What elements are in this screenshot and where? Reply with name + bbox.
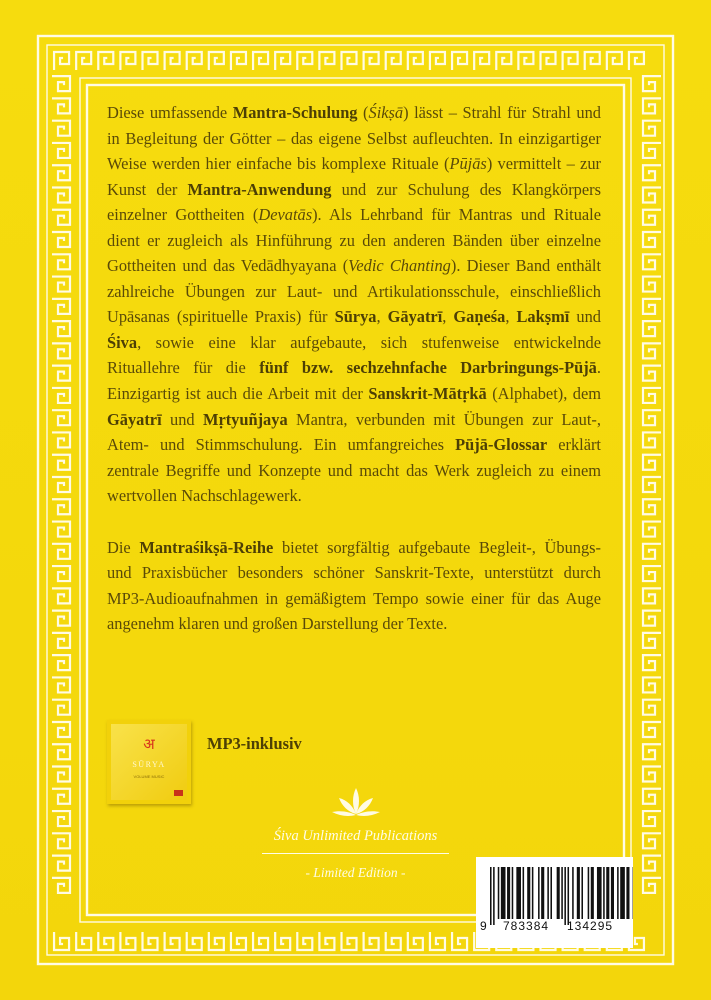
cd-devanagari-glyph: अ <box>143 735 155 753</box>
publisher-divider <box>262 853 449 854</box>
description-paragraph-1: Diese umfassende Mantra-Schulung (Śikṣā) lässt – Strahl für Strahl und in Begleitung der Götter – das eigene Selbst aufleuchten. In einzigartiger Weise werden hier einfache bis komplexe Rituale (Pūjās) vermittelt – zur Kunst der Mantra-Anwendung und zur Schulung des Klangkörpers einzelner Gottheiten (Devatās). Als Lehrband für Mantras und Rituale dient er zugleich als Hinführung zu den anderen Bänden über einzelne Gottheiten und das Vedādhyayana (Vedic Chanting). Dieser Band enthält zahlreiche Übungen zur Laut- und Artikulationsschule, einschließlich Upāsanas (spirituelle Praxis) für Sūrya, Gāyatrī, Gaṇeśa, Lakṣmī und Śiva, sowie eine klar aufgebaute, sich stufenweise entwickelnde Rituallehre für die fünf bzw. sechzehnfache Darbringungs-Pūjā. Einzigartig ist auch die Arbeit mit der Sanskrit-Mātṛkā (Alphabet), dem Gāyatrī und Mṛtyuñjaya Mantra, verbunden mit Übungen zur Laut-, Atem- und Stimmschulung. Ein umfangreiches Pūjā-Glossar erklärt zentrale Begriffe und Konzepte und macht das Werk zugleich zu einem wertvollen Nachschlagewerk. <box>107 103 602 506</box>
barcode-left-digits: 783384 <box>503 919 550 933</box>
cd-title: SŪRYA <box>132 760 166 769</box>
mp3-inclusive-label: MP3-inklusiv <box>207 734 302 753</box>
lotus-ornament-icon <box>329 786 383 820</box>
barcode-number <box>476 919 633 939</box>
cd-publisher-logo <box>174 790 183 796</box>
description-text <box>107 100 601 637</box>
description-paragraph-2: Die Mantraśikṣā-Reihe bietet sorgfältig aufgebaute Begleit-, Übungs- und Praxisbücher besonders schöner Sanskrit-Texte, unterstützt durch MP3-Audioaufnahmen in gemäßigtem Tempo sowie einer für das Auge angenehm klaren und großen Darstellung der Texte. <box>107 537 601 634</box>
cd-cover-thumbnail <box>107 720 191 804</box>
isbn-barcode <box>476 857 633 948</box>
cd-cover-art <box>111 724 187 800</box>
cd-subtitle: VOLUME MUSIC <box>133 774 165 779</box>
publisher-name: Śiva Unlimited Publications <box>273 828 438 844</box>
barcode-lead-digit: 9 <box>480 919 487 933</box>
edition-label: - Limited Edition - <box>305 865 406 880</box>
barcode-right-digits: 134295 <box>567 919 614 933</box>
paragraph-gap <box>107 509 601 535</box>
